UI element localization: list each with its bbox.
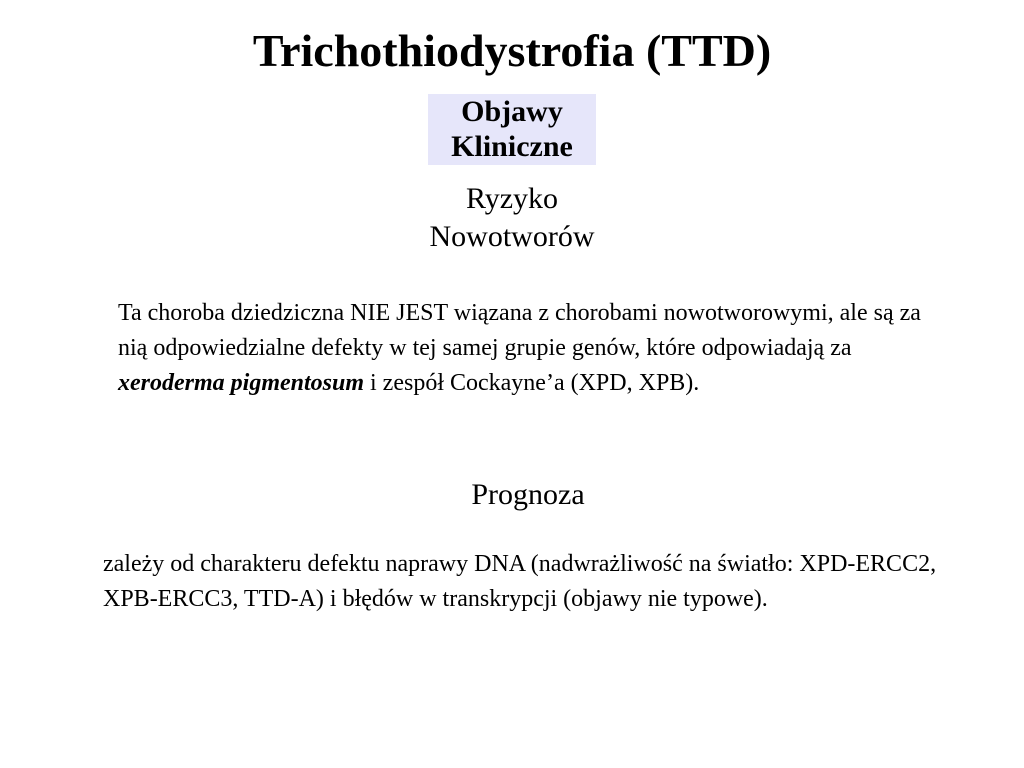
cancer-risk-paragraph xyxy=(118,296,938,401)
cancer-risk-heading-line-1: Ryzyko xyxy=(465,182,559,215)
badge-line-2: Kliniczne xyxy=(451,130,573,163)
slide-title: Trichothiodystrofia (TTD) xyxy=(252,25,772,76)
cancer-risk-text-after: i zespół Cockayne’a (XPD, XPB). xyxy=(364,370,700,396)
cancer-risk-heading-line-2: Nowotworów xyxy=(429,220,595,253)
prognosis-heading: Prognoza xyxy=(471,478,585,511)
clinical-symptoms-badge xyxy=(428,94,596,165)
cancer-risk-text-before: Ta choroba dziedziczna NIE JEST wiązana z chorobami nowotworowymi, ale są za nią odpowiedzialne defekty w tej samej grupie genów, które odpowiadają za xyxy=(118,300,921,361)
badge-line-1: Objawy xyxy=(461,95,563,128)
prognosis-paragraph: zależy od charakteru defektu naprawy DNA (nadwrażliwość na światło: XPD-ERCC2, XPB-ERCC3, TTD-A) i błędów w transkrypcji (objawy nie typowe). xyxy=(103,551,937,612)
xeroderma-pigmentosum-term: xeroderma pigmentosum xyxy=(118,370,365,396)
cancer-risk-heading xyxy=(312,180,712,256)
